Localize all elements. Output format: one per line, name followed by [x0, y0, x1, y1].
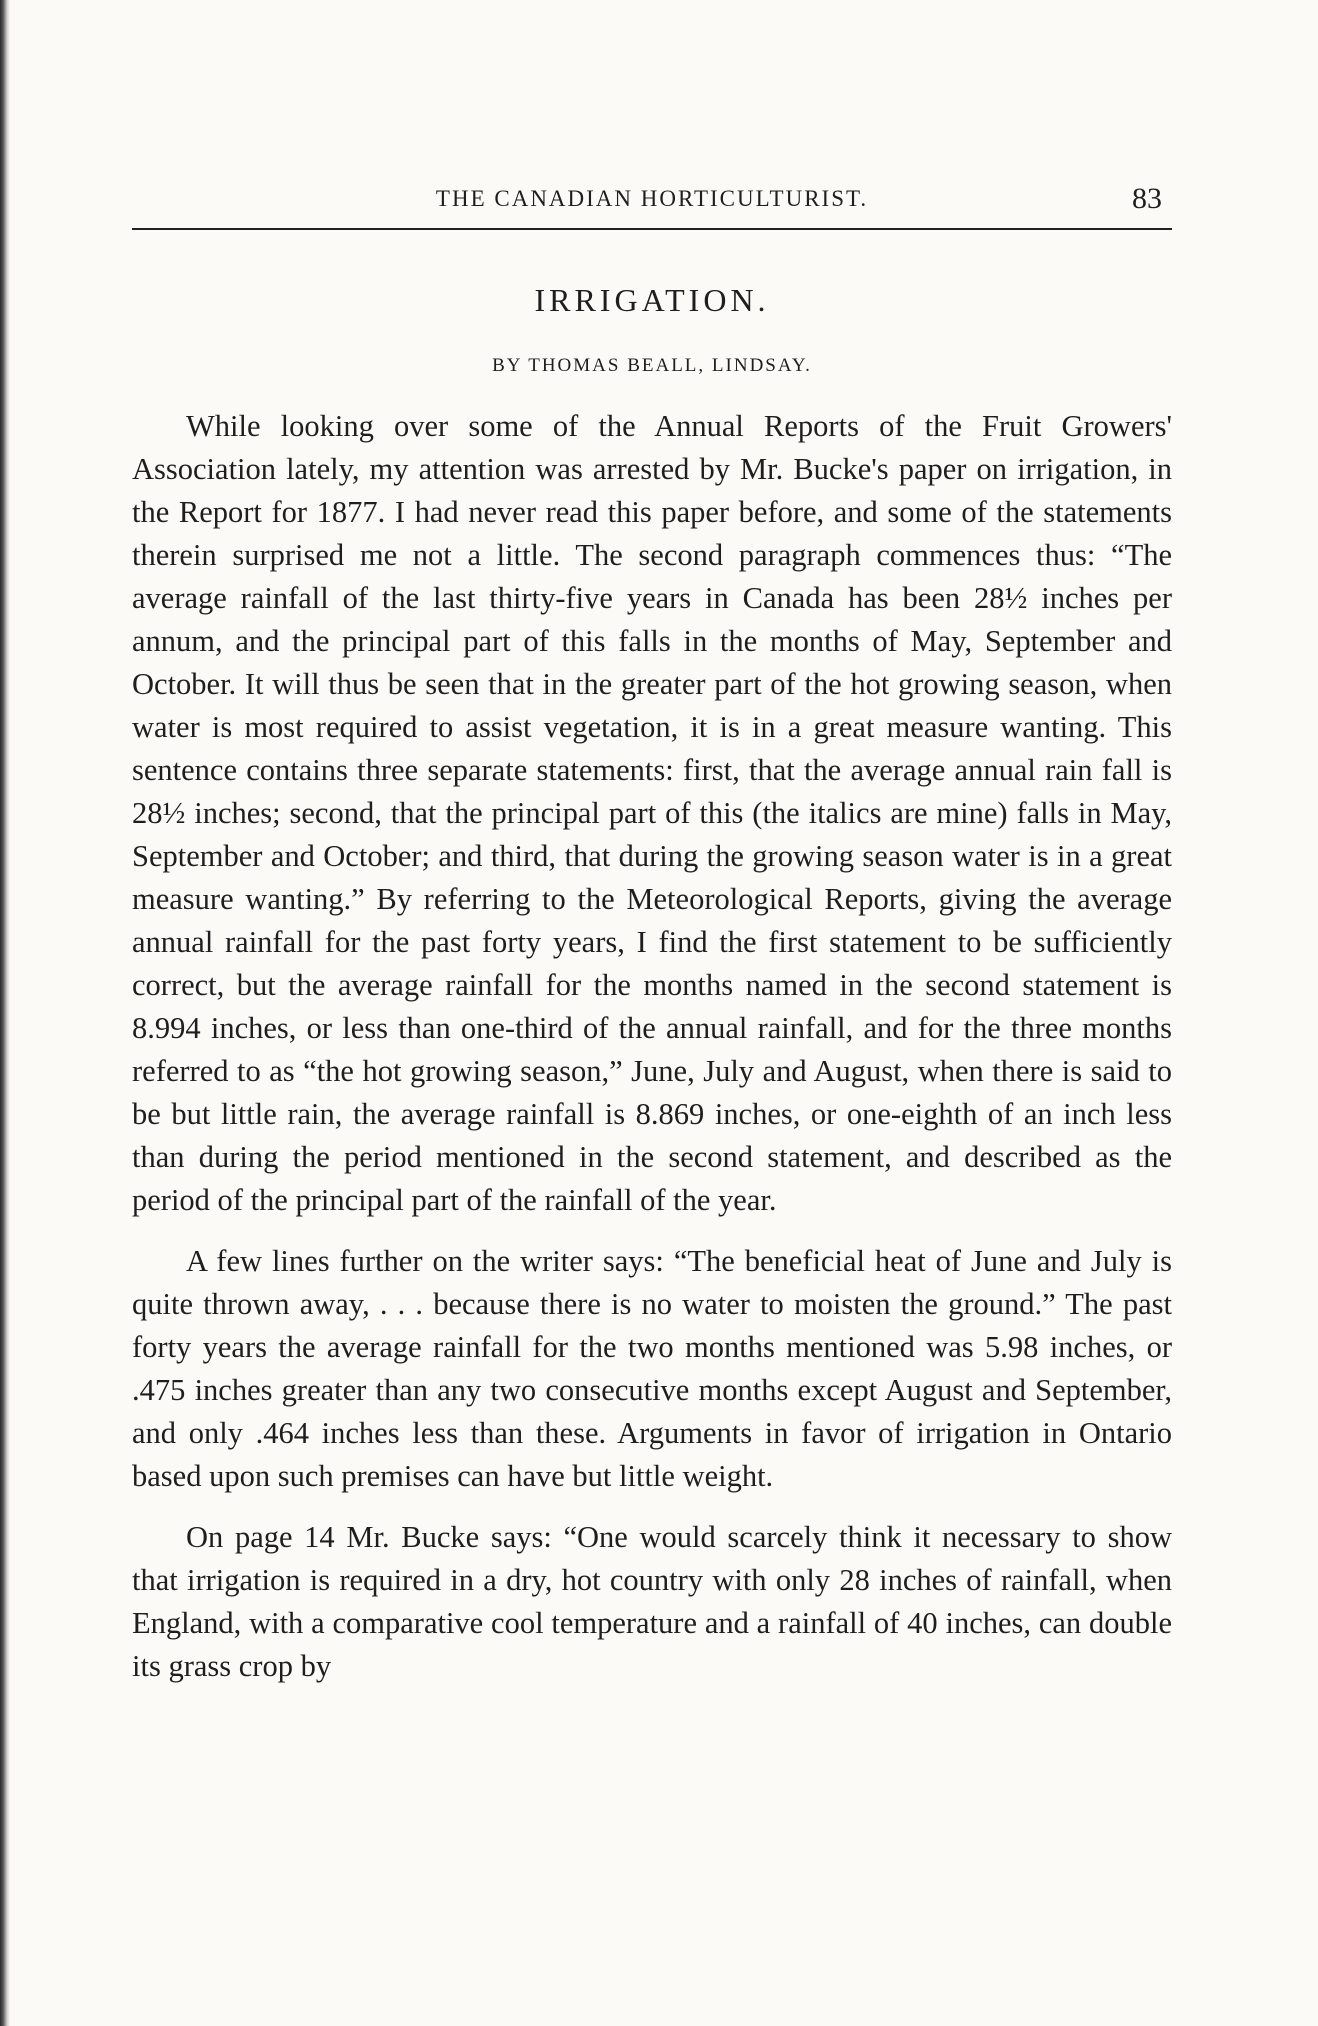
- paragraph-3: On page 14 Mr. Bucke says: “One would scarcely think it necessary to show that irrigation is required in a dry, hot country with only 28 inches of rainfall, when England, with a comparative cool temperature and a rainfall of 40 inches, can double its grass crop by: [132, 1520, 1172, 1683]
- article-title: IRRIGATION.: [534, 282, 770, 318]
- article-byline: BY THOMAS BEALL, LINDSAY.: [492, 355, 812, 376]
- running-head-title: THE CANADIAN HORTICULTURIST.: [435, 186, 869, 211]
- header-rule: [132, 228, 1172, 230]
- article-body: [132, 405, 1172, 1688]
- running-head: [132, 180, 1172, 220]
- page-content: [132, 180, 1172, 1706]
- page-number: 83: [1132, 182, 1162, 215]
- page-binding-edge: [0, 0, 10, 2026]
- paragraph-1: While looking over some of the Annual Reports of the Fruit Growers' Association lately, my attention was arrested by Mr. Bucke's paper on irrigation, in the Report for 1877. I had never read this paper before, and some of the statements therein surprised me not a little. The second paragraph commences thus: “The average rainfall of the last thirty-five years in Canada has been 28½ inches per annum, and the principal part of this falls in the months of May, September and October. It will thus be seen that in the greater part of the hot growing season, when water is most required to assist vegetation, it is in a great measure wanting. This sentence contains three separate statements: first, that the average annual rain fall is 28½ inches; second, that the principal part of this (the italics are mine) falls in May, September and October; and third, that during the growing season water is in a great measure wanting.” By referring to the Meteorological Reports, giving the average annual rainfall for the past forty years, I find the first statement to be sufficiently correct, but the average rainfall for the months named in the second statement is 8.994 inches, or less than one-third of the annual rainfall, and for the three months referred to as “the hot growing season,” June, July and August, when there is said to be but little rain, the average rainfall is 8.869 inches, or one-eighth of an inch less than during the period mentioned in the second statement, and described as the period of the principal part of the rainfall of the year.: [132, 409, 1172, 1217]
- paragraph-2: A few lines further on the writer says: “The beneficial heat of June and July is quite thrown away, . . . because there is no water to moisten the ground.” The past forty years the average rainfall for the two months mentioned was 5.98 inches, or .475 inches greater than any two consecutive months except August and September, and only .464 inches less than these. Arguments in favor of irrigation in Ontario based upon such premises can have but little weight.: [132, 1244, 1172, 1493]
